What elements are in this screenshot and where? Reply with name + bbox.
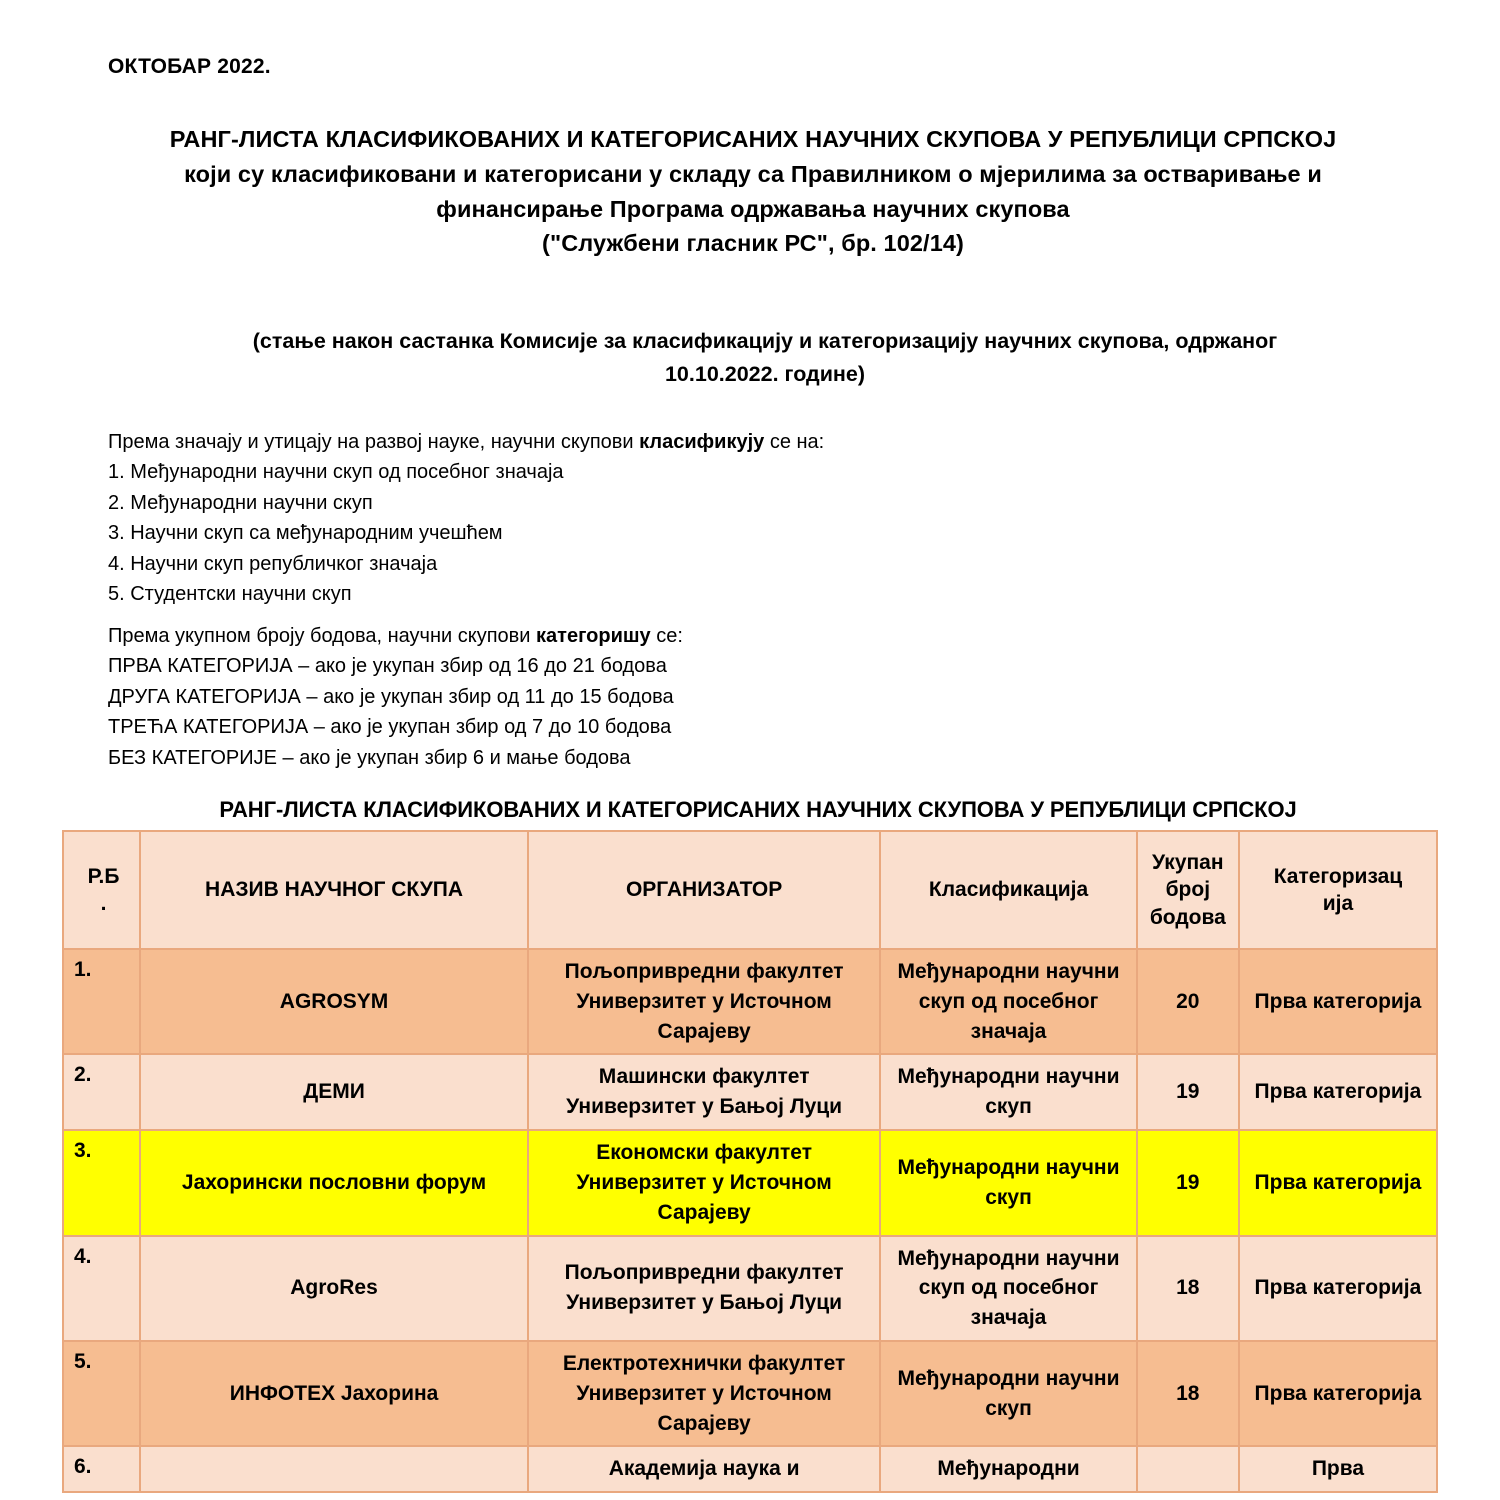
categorization-lead-prefix: Према укупном броју бодова, научни скупови: [108, 625, 537, 647]
cell-points: [1137, 1446, 1239, 1492]
categorization-section: [108, 621, 683, 773]
table-row-truncated: [63, 1446, 1437, 1492]
classification-item-4: 4. Научни скуп републичког значаја: [108, 552, 438, 575]
classification-lead-prefix: Према значају и утицају на развој науке, научни скупови: [108, 431, 640, 453]
column-header-number: [63, 831, 140, 949]
cell-classification: Међународни научни скуп: [880, 1130, 1136, 1235]
cell-classification: Међународни научни скуп од посебног значаја: [880, 949, 1136, 1054]
cell-classification: Међународни научни скуп: [880, 1054, 1136, 1130]
cell-category: Прва категорија: [1239, 1054, 1437, 1130]
classification-item-2: 2. Међународни научни скуп: [108, 491, 373, 514]
classification-lead-suffix: се на:: [764, 431, 825, 453]
cell-number: 6.: [63, 1446, 140, 1492]
title-line-2: који су класификовани и категорисани у складу са Правилником о мјерилима за остваривање и: [184, 160, 1322, 187]
cell-name: ИНФОТЕХ Јахорина: [140, 1341, 528, 1446]
classification-lead: [108, 427, 824, 457]
cell-classification: Међународни: [880, 1446, 1136, 1492]
cell-points: 18: [1137, 1236, 1239, 1341]
cell-number: 4.: [63, 1236, 140, 1341]
cell-classification: Међународни научни скуп од посебног значаја: [880, 1236, 1136, 1341]
cell-points: 18: [1137, 1341, 1239, 1446]
cell-organizer: Пољопривредни факултет Универзитет у Бањој Луци: [528, 1236, 880, 1341]
categorization-lead-bold: категоришу: [536, 625, 651, 647]
classification-item-3: 3. Научни скуп са међународним учешћем: [108, 522, 503, 545]
title-line-1: РАНГ-ЛИСТА КЛАСИФИКОВАНИХ И КАТЕГОРИСАНИХ НАУЧНИХ СКУПОВА У РЕПУБЛИЦИ СРПСКОЈ: [169, 126, 1337, 152]
classification-section: [108, 427, 824, 609]
table-row: [63, 1236, 1437, 1341]
cell-category: Прва категорија: [1239, 1130, 1437, 1235]
table-row: [63, 1341, 1437, 1446]
cell-number: 3.: [63, 1130, 140, 1235]
column-header-category-line2: ија: [1322, 892, 1354, 915]
title-line-4: ("Службени гласник РС", бр. 102/14): [542, 230, 964, 257]
cell-name: ДЕМИ: [140, 1054, 528, 1130]
categorization-lead: [108, 621, 683, 651]
categorization-item-1: ПРВА КАТЕГОРИЈА – ако је укупан збир од 16 до 21 бодова: [108, 655, 667, 678]
document-title: [108, 122, 1398, 261]
column-header-points-line2: број: [1165, 878, 1211, 902]
cell-points: 19: [1137, 1054, 1239, 1130]
categorization-item-3: ТРЕЋА КАТЕГОРИЈА – ако је укупан збир од 7 до 10 бодова: [108, 716, 672, 739]
categorization-item-4: БЕЗ КАТЕГОРИЈЕ – ако је укупан збир 6 и мање бодова: [108, 746, 631, 769]
cell-organizer: Економски факултет Универзитет у Источном Сарајеву: [528, 1130, 880, 1235]
categorization-lead-suffix: се:: [650, 625, 683, 647]
cell-organizer: Академија наука и: [528, 1446, 880, 1492]
table-row: [63, 1054, 1437, 1130]
cell-category: Прва категорија: [1239, 949, 1437, 1054]
table-row-highlighted: [63, 1130, 1437, 1235]
cell-points: 19: [1137, 1130, 1239, 1235]
column-header-number-line2: .: [100, 892, 107, 915]
column-header-organizer: ОРГАНИЗАТОР: [528, 831, 880, 949]
table-body: [63, 949, 1437, 1492]
subtitle-line-2: 10.10.2022. године): [664, 362, 866, 387]
categorization-item-2: ДРУГА КАТЕГОРИЈА – ако је укупан збир од 11 до 15 бодова: [108, 685, 674, 708]
cell-name: Јахорински пословни форум: [140, 1130, 528, 1235]
rank-list-table: [62, 830, 1438, 1493]
column-header-classification: Класификација: [880, 831, 1136, 949]
column-header-points-line3: бодова: [1149, 905, 1226, 929]
column-header-name: НАЗИВ НАУЧНОГ СКУПА: [140, 831, 528, 949]
classification-item-5: 5. Студентски научни скуп: [108, 582, 352, 605]
cell-name: [140, 1446, 528, 1492]
cell-number: 2.: [63, 1054, 140, 1130]
cell-organizer: Машински факултет Универзитет у Бањој Луци: [528, 1054, 880, 1130]
cell-number: 1.: [63, 949, 140, 1054]
column-header-number-line1: Р.Б: [87, 864, 120, 888]
classification-lead-bold: класификују: [639, 431, 765, 453]
cell-points: 20: [1137, 949, 1239, 1054]
cell-organizer: Електротехнички факултет Универзитет у Источном Сарајеву: [528, 1341, 880, 1446]
cell-organizer: Пољопривредни факултет Универзитет у Источном Сарајеву: [528, 949, 880, 1054]
cell-name: AGROSYM: [140, 949, 528, 1054]
document-subtitle: [150, 325, 1380, 392]
cell-name: AgroRes: [140, 1236, 528, 1341]
column-header-points: [1137, 831, 1239, 949]
title-line-3: финансирање Програма одржавања научних скупова: [436, 195, 1070, 222]
cell-classification: Међународни научни скуп: [880, 1341, 1136, 1446]
document-date: ОКТОБАР 2022.: [108, 55, 271, 78]
cell-category: Прва категорија: [1239, 1236, 1437, 1341]
table-header: [63, 831, 1437, 949]
column-header-category-line1: Категоризац: [1273, 864, 1403, 888]
cell-category: Прва категорија: [1239, 1341, 1437, 1446]
table-header-row: [63, 831, 1437, 949]
subtitle-line-1: (стање након састанка Комисије за класификацију и категоризацију научних скупова, одржаног: [252, 329, 1278, 353]
cell-category: Прва: [1239, 1446, 1437, 1492]
table-row: [63, 949, 1437, 1054]
column-header-points-line1: Укупан: [1152, 851, 1224, 875]
table-heading: РАНГ-ЛИСТА КЛАСИФИКОВАНИХ И КАТЕГОРИСАНИХ НАУЧНИХ СКУПОВА У РЕПУБЛИЦИ СРПСКОЈ: [219, 797, 1297, 822]
column-header-category: [1239, 831, 1437, 949]
classification-item-1: 1. Међународни научни скуп од посебног значаја: [108, 461, 564, 484]
cell-number: 5.: [63, 1341, 140, 1446]
